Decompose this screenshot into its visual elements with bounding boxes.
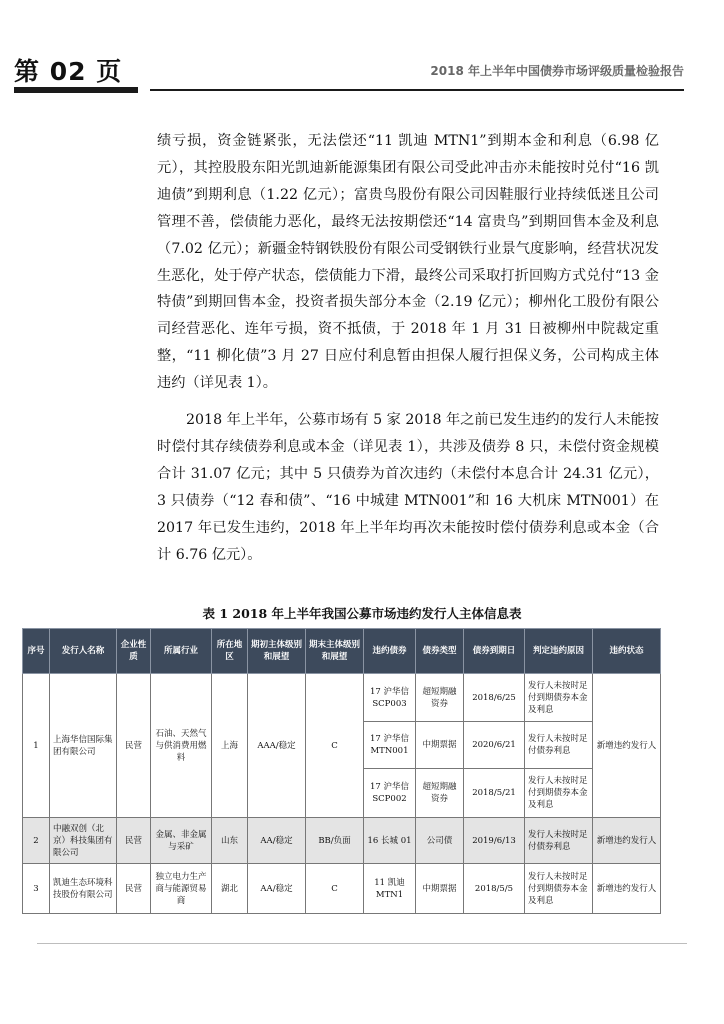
cell-bond: 17 沪华信 SCP003: [364, 674, 416, 722]
paragraph-1: 绩亏损，资金链紧张，无法偿还“11 凯迪 MTN1”到期本金和利息（6.98 亿元），其控股股东阳光凯迪新能源集团有限公司受此冲击亦未能按时兑付“16 凯迪债”到期利息（1.22 亿元）；富贵鸟股份有限公司因鞋服行业持续低迷且公司管理不善，偿债能力恶化，最终无法按期偿还“14 富贵鸟”到期回售本金及利息（7.02 亿元）；新疆金特钢铁股份有限公司受钢铁行业景气度影响，经营状况发生恶化，处于停产状态，偿债能力下滑，最终公司采取打折回购方式兑付“13 金特债”到期回售本金，投资者损失部分本金（2.19 亿元）；柳州化工股份有限公司经营恶化、连年亏损，资不抵债，于 2018 年 1 月 31 日被柳州中院裁定重整，“11 柳化债”3 月 27 日应付利息暂由担保人履行担保义务，公司构成主体违约（详见表 1）。: [157, 133, 659, 392]
cell-bond: 17 沪华信 MTN001: [364, 722, 416, 769]
cell-maturity: 2020/6/21: [464, 722, 525, 769]
cell-bond-type: 中期票据: [416, 864, 464, 914]
cell-bond-type: 公司债: [416, 818, 464, 864]
header-region: 所在地区: [212, 629, 248, 674]
header-reason: 判定违约原因: [525, 629, 593, 674]
cell-maturity: 2018/6/25: [464, 674, 525, 722]
footer-rule: [37, 943, 687, 944]
header-status: 违约状态: [593, 629, 661, 674]
cell-nature: 民营: [117, 674, 151, 818]
header-maturity: 债券到期日: [464, 629, 525, 674]
cell-no: 3: [23, 864, 50, 914]
cell-status: 新增违约发行人: [593, 674, 661, 818]
cell-status: 新增违约发行人: [593, 818, 661, 864]
table-row: [23, 864, 661, 914]
default-issuer-table: [22, 628, 661, 914]
cell-bond: 11 凯迪 MTN1: [364, 864, 416, 914]
cell-reason: 发行人未按时足付到期债券本金及利息: [525, 864, 593, 914]
cell-reason: 发行人未按时足付债券利息: [525, 722, 593, 769]
table-row: [23, 674, 661, 722]
cell-bond-type: 中期票据: [416, 722, 464, 769]
header-no: 序号: [23, 629, 50, 674]
header-left-rule: [14, 87, 138, 93]
cell-maturity: 2019/6/13: [464, 818, 525, 864]
cell-no: 1: [23, 674, 50, 818]
cell-rating-begin: AAA/稳定: [248, 674, 306, 818]
header-issuer: 发行人名称: [50, 629, 117, 674]
cell-rating-end: C: [306, 864, 364, 914]
report-title: 2018 年上半年中国债券市场评级质量检验报告: [430, 64, 684, 78]
cell-region: 湖北: [212, 864, 248, 914]
cell-rating-begin: AA/稳定: [248, 864, 306, 914]
cell-bond-type: 超短期融资券: [416, 674, 464, 722]
header-rating-end: 期末主体级别和展望: [306, 629, 364, 674]
cell-rating-end: C: [306, 674, 364, 818]
cell-nature: 民营: [117, 818, 151, 864]
cell-industry: 金属、非金属与采矿: [151, 818, 212, 864]
page-number: 第 02 页: [14, 57, 123, 86]
paragraph-2: 2018 年上半年，公募市场有 5 家 2018 年之前已发生违约的发行人未能按时偿付其存续债券利息或本金（详见表 1），共涉及债券 8 只，未偿付资金规模合计 31.07 亿元；其中 5 只债券为首次违约（未偿付本息合计 24.31 亿元），3 只债券（“12 春和债”、“16 中城建 MTN001”和 16 大机床 MTN001）在 2017 年已发生违约，2018 年上半年均再次未能按时偿付债券利息或本金（合计 6.76 亿元）。: [157, 412, 659, 563]
cell-bond: 17 沪华信 SCP002: [364, 769, 416, 818]
cell-rating-end: BB/负面: [306, 818, 364, 864]
table-header-row: [23, 629, 661, 674]
cell-reason: 发行人未按时足付到期债券本金及利息: [525, 769, 593, 818]
header-industry: 所属行业: [151, 629, 212, 674]
header-bond-type: 债券类型: [416, 629, 464, 674]
cell-issuer: 中融双创（北京）科技集团有限公司: [50, 818, 117, 864]
header-right-rule: [150, 89, 684, 91]
cell-region: 山东: [212, 818, 248, 864]
cell-industry: 石油、天然气与供消费用燃料: [151, 674, 212, 818]
header-bond: 违约债券: [364, 629, 416, 674]
cell-reason: 发行人未按时足付债券利息: [525, 818, 593, 864]
cell-no: 2: [23, 818, 50, 864]
header-nature: 企业性质: [117, 629, 151, 674]
cell-maturity: 2018/5/5: [464, 864, 525, 914]
cell-status: 新增违约发行人: [593, 864, 661, 914]
cell-rating-begin: AA/稳定: [248, 818, 306, 864]
cell-industry: 独立电力生产商与能源贸易商: [151, 864, 212, 914]
cell-issuer: 上海华信国际集团有限公司: [50, 674, 117, 818]
table-caption: 表 1 2018 年上半年我国公募市场违约发行人主体信息表: [202, 606, 522, 621]
cell-reason: 发行人未按时足付到期债券本金及利息: [525, 674, 593, 722]
cell-bond: 16 长城 01: [364, 818, 416, 864]
body-text: [157, 128, 659, 569]
cell-maturity: 2018/5/21: [464, 769, 525, 818]
cell-bond-type: 超短期融资券: [416, 769, 464, 818]
table-row: [23, 818, 661, 864]
header-rating-begin: 期初主体级别和展望: [248, 629, 306, 674]
cell-nature: 民营: [117, 864, 151, 914]
cell-region: 上海: [212, 674, 248, 818]
cell-issuer: 凯迪生态环境科技股份有限公司: [50, 864, 117, 914]
